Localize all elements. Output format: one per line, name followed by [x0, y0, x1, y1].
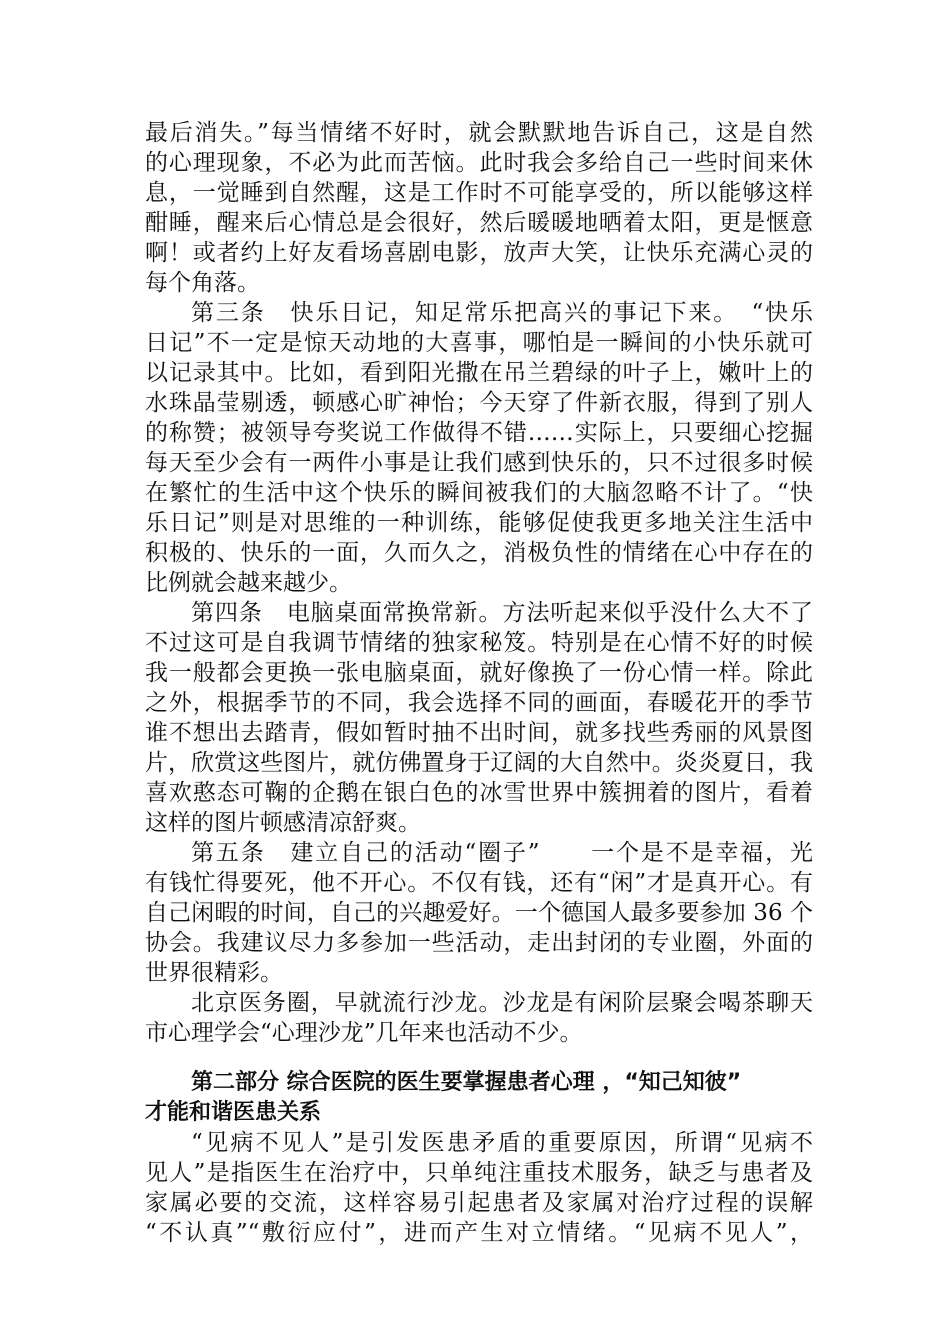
paragraph-salon-start: 北京医务圈，早就流行沙龙。沙龙是有闲阶层聚会喝茶聊天 [191, 990, 813, 1016]
text-line: 积极的、快乐的一面，久而久之，消极负性的情绪在心中存在的 [145, 540, 813, 566]
body-text-section-1 [145, 118, 813, 1048]
text-line: 酣睡，醒来后心情总是会很好，然后暖暖地晒着太阳，更是惬意 [145, 210, 813, 236]
text-line: 片，欣赏这些图片，就仿佛置身于辽阔的大自然中。炎炎夏日，我 [145, 750, 813, 776]
text-line: 世界很精彩。 [145, 960, 283, 986]
paragraph-rule-3-start: 第三条 快乐日记，知足常乐把高兴的事记下来。 “快乐 [191, 300, 813, 326]
text-line: 乐日记”则是对思维的一种训练，能够促使我更多地关注生活中 [145, 510, 813, 536]
text-line: 家属必要的交流，这样容易引起患者及家属对治疗过程的误解 [145, 1190, 813, 1216]
paragraph-start: “见病不见人”是引发医患矛盾的重要原因，所谓“见病不 [191, 1130, 813, 1156]
text-line: 有钱忙得要死，他不开心。不仅有钱，还有“闲”才是真开心。有 [145, 870, 813, 896]
heading-line: 第二部分 综合医院的医生要掌握患者心理 ，“知己知彼” [191, 1070, 742, 1095]
text-line: 水珠晶莹剔透，顿感心旷神怡；今天穿了件新衣服，得到了别人 [145, 390, 813, 416]
text-line: 见人”是指医生在治疗中，只单纯注重技术服务，缺乏与患者及 [145, 1160, 813, 1186]
text-line: 我一般都会更换一张电脑桌面，就好像换了一份心情一样。除此 [145, 660, 813, 686]
text-line: 市心理学会“心理沙龙”几年来也活动不少。 [145, 1020, 583, 1046]
text-line: 息，一觉睡到自然醒，这是工作时不可能享受的，所以能够这样 [145, 180, 813, 206]
text-line: 在繁忙的生活中这个快乐的瞬间被我们的大脑忽略不计了。“快 [145, 480, 813, 506]
paragraph-rule-4-start: 第四条 电脑桌面常换常新。方法听起来似乎没什么大不了 [191, 600, 813, 626]
text-line: 以记录其中。比如，看到阳光撒在吊兰碧绿的叶子上，嫩叶上的 [145, 360, 813, 386]
text-line: 协会。我建议尽力多参加一些活动，走出封闭的专业圈，外面的 [145, 930, 813, 956]
text-line: 喜欢憨态可鞠的企鹅在银白色的冰雪世界中簇拥着的图片，看着 [145, 780, 813, 806]
text-line: 日记”不一定是惊天动地的大喜事，哪怕是一瞬间的小快乐就可 [145, 330, 813, 356]
heading-line: 才能和谐医患关系 [145, 1100, 322, 1125]
text-line: 每个角落。 [145, 270, 260, 296]
text-line: 最后消失。”每当情绪不好时，就会默默地告诉自己，这是自然 [145, 120, 813, 146]
text-line: 这样的图片顿感清凉舒爽。 [145, 810, 421, 836]
text-line: 啊！或者约上好友看场喜剧电影，放声大笑，让快乐充满心灵的 [145, 240, 813, 266]
text-line: “不认真”“敷衍应付”，进而产生对立情绪。“见病不见人”， [145, 1220, 813, 1246]
text-line: 比例就会越来越少。 [145, 570, 352, 596]
text-line: 的心理现象，不必为此而苦恼。此时我会多给自己一些时间来休 [145, 150, 813, 176]
section-heading [145, 1068, 813, 1128]
text-line: 谁不想出去踏青，假如暂时抽不出时间，就多找些秀丽的风景图 [145, 720, 813, 746]
body-text-section-2 [145, 1128, 813, 1248]
text-line: 不过这可是自我调节情绪的独家秘笈。特别是在心情不好的时候 [145, 630, 813, 656]
text-line: 每天至少会有一两件小事是让我们感到快乐的，只不过很多时候 [145, 450, 813, 476]
text-line: 的称赞；被领导夸奖说工作做得不错……实际上，只要细心挖掘 [145, 420, 813, 446]
text-line: 之外，根据季节的不同，我会选择不同的画面，春暖花开的季节 [145, 690, 813, 716]
text-line: 自己闲暇的时间，自己的兴趣爱好。一个德国人最多要参加 36 个 [145, 900, 813, 926]
paragraph-rule-5-start: 第五条 建立自己的活动“圈子” 一个是不是幸福，光 [191, 840, 813, 866]
